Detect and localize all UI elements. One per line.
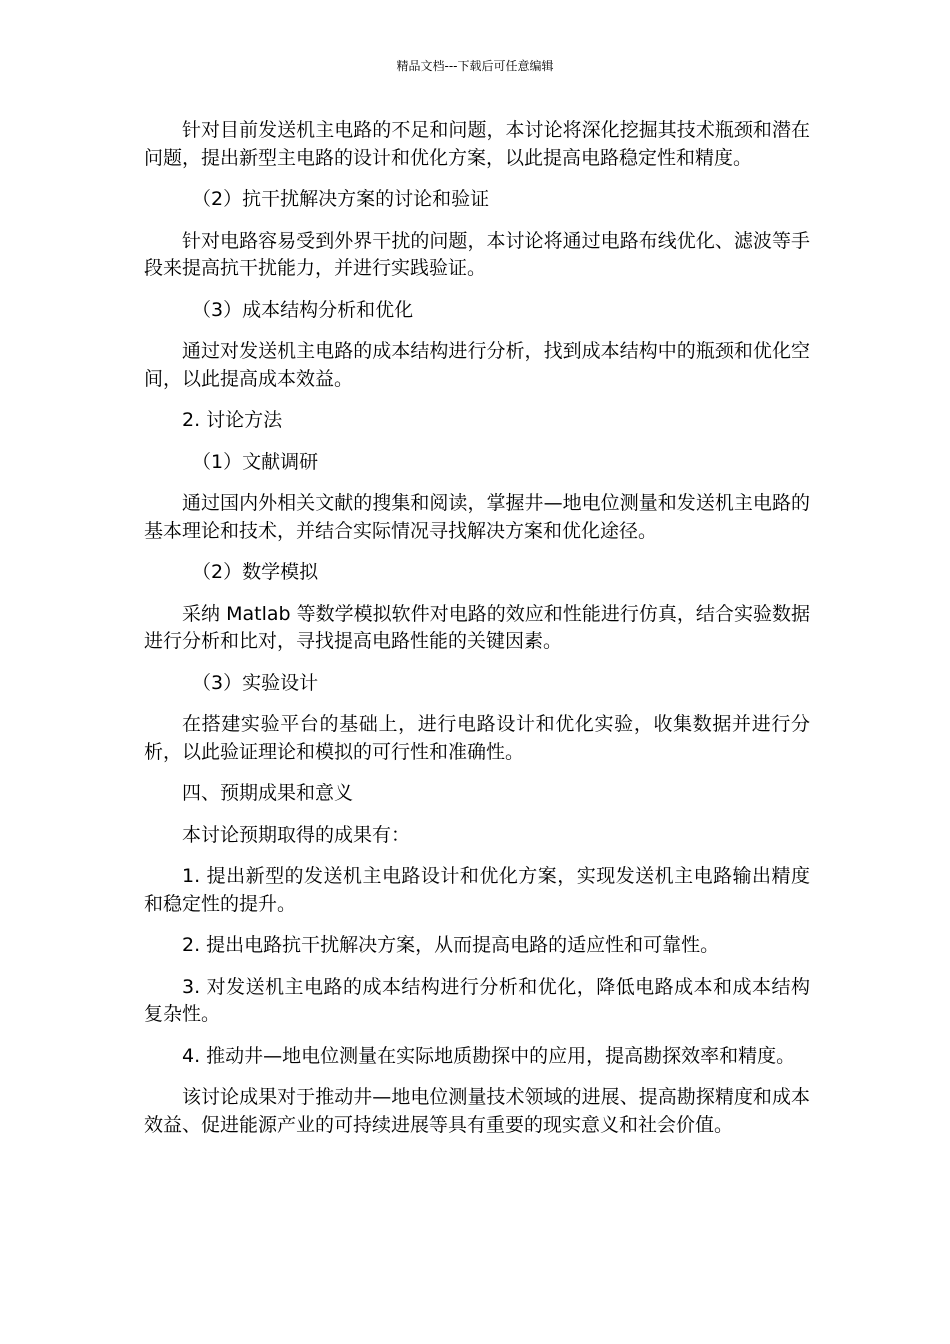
subheading: （3）成本结构分析和优化 bbox=[192, 298, 414, 321]
section-heading: 四、预期成果和意义 bbox=[182, 782, 354, 804]
paragraph: 针对电路容易受到外界干扰的问题，本讨论将通过电路布线优化、滤波等手段来提高抗干扰能力，并进行实践验证。 bbox=[144, 229, 810, 279]
paragraph: 在搭建实验平台的基础上，进行电路设计和优化实验，收集数据并进行分析，以此验证理论和模拟的可行性和准确性。 bbox=[144, 713, 810, 763]
paragraph: 通过国内外相关文献的搜集和阅读，掌握井—地电位测量和发送机主电路的基本理论和技术，并结合实际情况寻找解决方案和优化途径。 bbox=[144, 492, 810, 542]
list-item: 1. 提出新型的发送机主电路设计和优化方案，实现发送机主电路输出精度和稳定性的提升。 bbox=[144, 865, 810, 915]
list-item: 3. 对发送机主电路的成本结构进行分析和优化，降低电路成本和成本结构复杂性。 bbox=[144, 975, 810, 1025]
paragraph: 针对目前发送机主电路的不足和问题，本讨论将深化挖掘其技术瓶颈和潜在问题，提出新型主电路的设计和优化方案，以此提高电路稳定性和精度。 bbox=[144, 119, 810, 169]
subheading: （2）抗干扰解决方案的讨论和验证 bbox=[192, 188, 490, 210]
paragraph: 通过对发送机主电路的成本结构进行分析，找到成本结构中的瓶颈和优化空间，以此提高成本效益。 bbox=[144, 340, 810, 390]
paragraph: 本讨论预期取得的成果有： bbox=[182, 823, 411, 846]
subheading: （2）数学模拟 bbox=[192, 561, 319, 583]
document-body bbox=[144, 117, 810, 1153]
subheading: （3）实验设计 bbox=[192, 671, 319, 694]
subheading: （1）文献调研 bbox=[192, 450, 319, 473]
page-header: 精品文档---下载后可任意编辑 bbox=[396, 59, 554, 73]
section-heading: 2. 讨论方法 bbox=[182, 409, 283, 431]
paragraph: 该讨论成果对于推动井—地电位测量技术领域的进展、提高勘探精度和成本效益、促进能源产业的可持续进展等具有重要的现实意义和社会价值。 bbox=[144, 1086, 810, 1136]
list-item: 4. 推动井—地电位测量在实际地质勘探中的应用，提高勘探效率和精度。 bbox=[182, 1044, 796, 1067]
paragraph: 采纳 Matlab 等数学模拟软件对电路的效应和性能进行仿真，结合实验数据进行分析和比对，寻找提高电路性能的关键因素。 bbox=[144, 602, 810, 652]
list-item: 2. 提出电路抗干扰解决方案，从而提高电路的适应性和可靠性。 bbox=[182, 934, 720, 956]
